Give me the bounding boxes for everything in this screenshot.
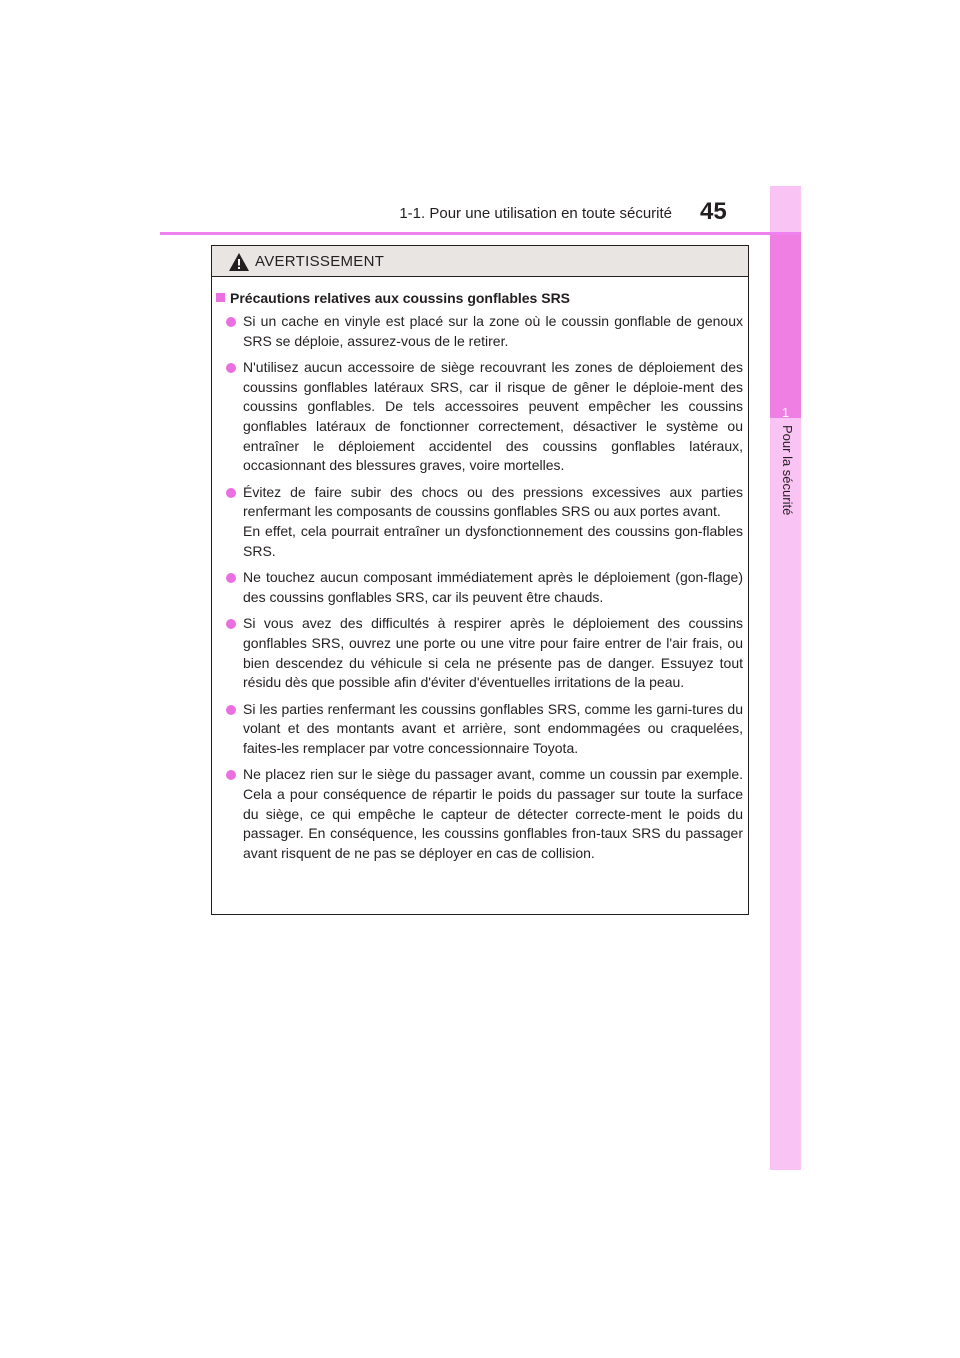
section-heading-text: Précautions relatives aux coussins gonflables SRS bbox=[230, 290, 571, 306]
bullet-item bbox=[225, 765, 743, 863]
warning-box bbox=[211, 245, 749, 915]
page-number: 45 bbox=[700, 198, 727, 225]
bullet-item bbox=[225, 614, 743, 692]
bullet-paragraph: Ne placez rien sur le siège du passager avant, comme un coussin par exemple. Cela a pour conséquence de répartir le poids du passager sur toute la surface du siège, ce qui empêche le capteur de détecter correcte-ment le poids du passager. En conséquence, les coussins gonflables fron-taux SRS du passager avant risquent de ne pas se déployer en cas de collision. bbox=[243, 766, 743, 861]
bullet-dot-icon bbox=[226, 705, 236, 715]
bullet-paragraph: N'utilisez aucun accessoire de siège recouvrant les zones de déploiement des coussins gonflables latéraux SRS, car il risque de gêner le déploie-ment des coussins gonflables. De tels accessoires peuvent empêcher les coussins gonflables latéraux de fonctionner correctement, désactiver le système ou entraîner le déploiement accidentel des coussins gonflables latéraux, occasionnant des blessures graves, voire mortelles. bbox=[243, 359, 743, 474]
bullet-paragraph: Évitez de faire subir des chocs ou des pressions excessives aux parties renfermant les composants de coussins gonflables SRS ou aux portes avant. bbox=[243, 483, 743, 520]
bullet-item bbox=[225, 483, 743, 561]
chapter-label: Pour la sécurité bbox=[780, 425, 795, 516]
bullet-paragraph: Si un cache en vinyle est placé sur la zone où le coussin gonflable de genoux SRS se déploie, assurez-vous de le retirer. bbox=[243, 313, 743, 349]
bullet-paragraph: Si vous avez des difficultés à respirer après le déploiement des coussins gonflables SRS, ouvrez une porte ou une vitre pour faire entrer de l'air frais, ou bien descendez du véhicule si cela ne présente pas de danger. Essuyez tout résidu dès que possible afin d'éviter d'éventuelles irritations de la peau. bbox=[243, 615, 743, 691]
bullet-paragraph: Si les parties renfermant les coussins gonflables SRS, comme les garni-tures du volant et des montants avant et arrière, sont endommagées ou craquelées, faites-les remplacer par votre concessionnaire Toyota. bbox=[243, 700, 743, 756]
warning-header bbox=[212, 246, 748, 277]
bullet-dot-icon bbox=[226, 619, 236, 629]
bullet-item bbox=[225, 700, 743, 759]
bullet-dot-icon bbox=[226, 770, 236, 780]
bullet-paragraph: Ne touchez aucun composant immédiatement après le déploiement (gon-flage) des coussins gonflables SRS, car ils peuvent être chauds. bbox=[243, 569, 743, 605]
header-rule bbox=[160, 232, 800, 235]
bullet-dot-icon bbox=[226, 573, 236, 583]
chapter-tab bbox=[770, 232, 801, 418]
section-title: 1-1. Pour une utilisation en toute sécurité bbox=[399, 205, 672, 222]
bullet-item bbox=[225, 568, 743, 607]
bullet-dot-icon bbox=[226, 488, 236, 498]
bullet-dot-icon bbox=[226, 363, 236, 373]
warning-triangle-icon bbox=[228, 252, 250, 272]
bullet-paragraph: En effet, cela pourrait entraîner un dysfonctionnement des coussins gon-flables SRS. bbox=[243, 522, 743, 559]
bullet-list bbox=[225, 312, 743, 870]
bullet-item bbox=[225, 312, 743, 351]
section-heading bbox=[216, 290, 570, 306]
warning-title: AVERTISSEMENT bbox=[255, 253, 385, 270]
square-bullet-icon bbox=[216, 293, 225, 302]
bullet-dot-icon bbox=[226, 317, 236, 327]
chapter-number: 1 bbox=[781, 405, 790, 420]
bullet-item bbox=[225, 358, 743, 476]
